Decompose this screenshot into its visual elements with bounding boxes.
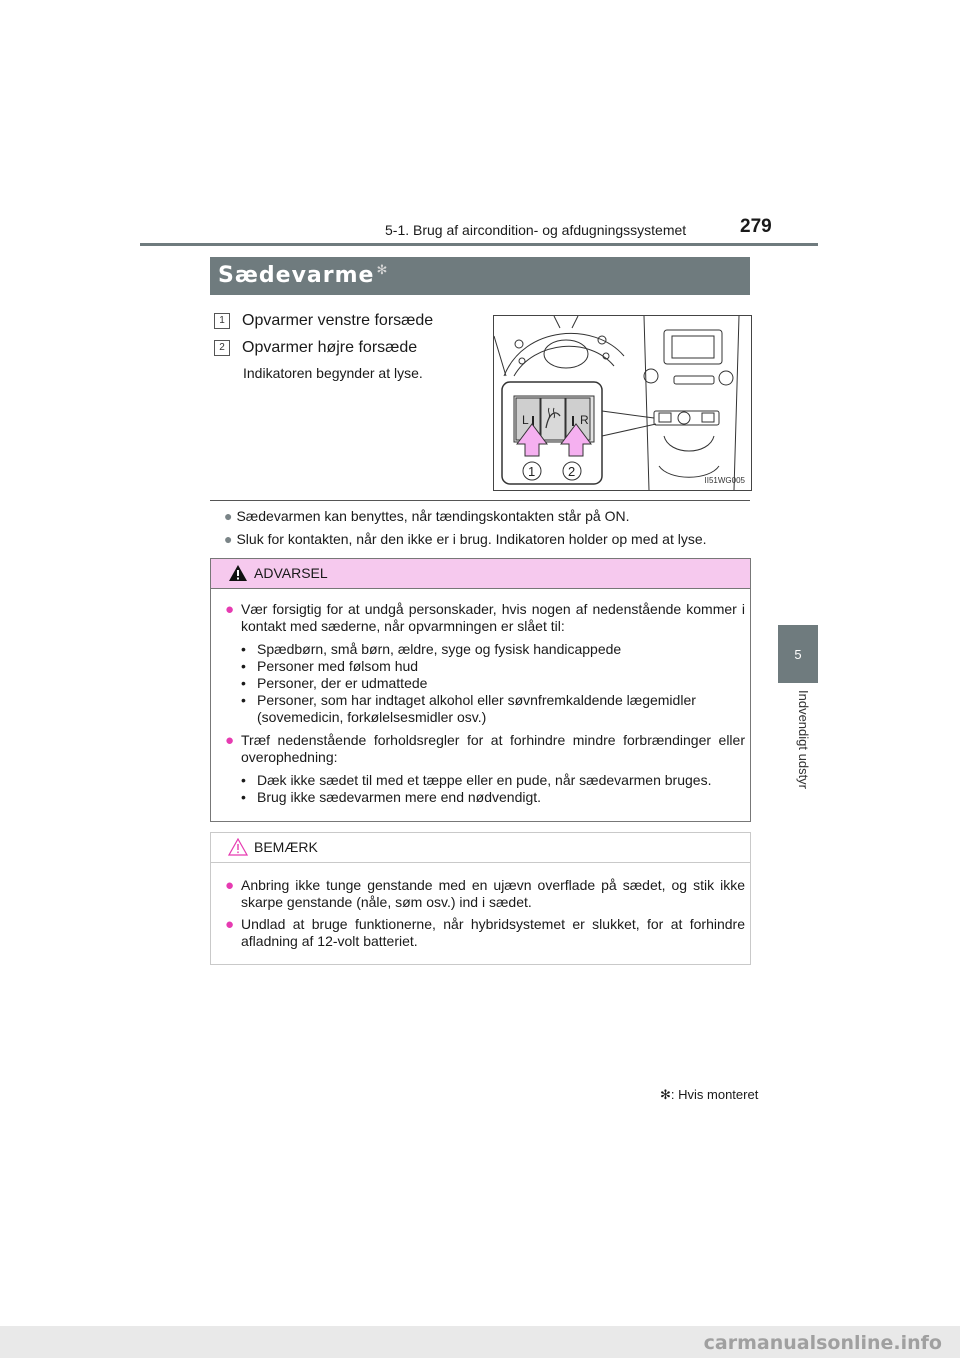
watermark-text: carmanualsonline.info <box>703 1332 942 1354</box>
warning-paragraph-2: ● Træf nedenstående forholdsregler for at forhindre mindre forbrændinger eller overophedning: • Dæk ikke sædet til med et tæppe eller en pude, når sædevarmen bruges. • Brug ikke sædevarmen mere end nødvendigt. <box>225 732 745 805</box>
page-number: 279 <box>740 216 772 237</box>
callout-1: 1 <box>528 464 536 479</box>
section-title <box>218 263 388 288</box>
bullet-dot: ● <box>225 916 235 933</box>
notice-text-2: Undlad at bruge funktionerne, når hybridsystemet er slukket, for at forhindre afladning af 12-volt batteriet. <box>241 916 745 949</box>
footnote-text: : Hvis monteret <box>670 1087 759 1102</box>
warning-subitem: Personer, der er udmattede <box>257 675 428 691</box>
warning-paragraph-1: ● Vær forsigtig for at undgå personskader, hvis nogen af nedenstående kommer i kontakt med sæderne, når opvarmningen er slået til: • Spædbørn, små børn, ældre, syge og fysisk handicappede • Personer med følsom hud • Personer, der er udmattede • Personer, som har indtaget alkohol eller søvnfremkaldende lægemidler (sovemedicin, forkølelsesmidler osv.) <box>225 601 745 725</box>
warning-text-2: Træf nedenstående forholdsregler for at forhindre mindre forbrændinger eller overophedning: <box>241 732 745 765</box>
section-title-text: Sædevarme <box>218 263 375 288</box>
watermark-bar <box>0 1326 960 1358</box>
warning-header <box>211 559 750 589</box>
notice-box <box>210 832 751 965</box>
warning-title: ADVARSEL <box>254 565 328 581</box>
notice-item-2 <box>225 916 745 950</box>
warning-subitem: Brug ikke sædevarmen mere end nødvendigt. <box>257 789 542 805</box>
warning-subitem: Personer, som har indtaget alkohol eller søvnfremkaldende lægemidler (sovemedicin, forkølelsesmidler osv.) <box>257 692 696 725</box>
warning-subitem: Personer med følsom hud <box>257 658 419 674</box>
optional-equipment-mark: ✻ <box>376 263 389 278</box>
caution-triangle-icon <box>228 838 248 856</box>
item-right-seat-heater <box>214 339 417 357</box>
info-bullet-2 <box>224 531 707 547</box>
figure-code: II51WG005 <box>704 476 745 485</box>
indicator-note: Indikatoren begynder at lyse. <box>243 365 423 381</box>
bullet-dot: ● <box>225 877 235 894</box>
notice-header <box>211 833 750 863</box>
bullet-dot: ● <box>225 732 235 749</box>
warning-subitem: Dæk ikke sædet til med et tæppe eller en pude, når sædevarmen bruges. <box>257 772 712 788</box>
bullet-dot: ● <box>225 601 235 618</box>
item-number-2: 2 <box>214 340 230 356</box>
item-left-seat-heater <box>214 312 433 330</box>
item-label-2: Opvarmer højre forsæde <box>242 339 418 356</box>
section-title-bar <box>210 257 750 295</box>
bullet-dot: ● <box>224 508 233 524</box>
notice-title: BEMÆRK <box>254 839 318 855</box>
seat-heater-illustration <box>493 315 752 491</box>
chapter-title: 5-1. Brug af aircondition- og afdugningssystemet <box>385 222 687 238</box>
chapter-tab-label: Indvendigt udstyr <box>796 690 811 790</box>
item-number-1: 1 <box>214 313 230 329</box>
header-rule <box>140 243 818 246</box>
button-left-label: L <box>522 413 529 427</box>
warning-triangle-icon <box>228 564 248 582</box>
footnote <box>660 1087 758 1103</box>
info-text-1: Sædevarmen kan benyttes, når tændingskontakten står på ON. <box>236 508 630 524</box>
warning-subitem: Spædbørn, små børn, ældre, syge og fysisk handicappede <box>257 641 622 657</box>
footnote-mark: ✻ <box>660 1087 671 1102</box>
info-text-2: Sluk for kontakten, når den ikke er i brug. Indikatoren holder op med at lyse. <box>236 531 707 547</box>
warning-box <box>210 558 751 822</box>
dashboard-drawing <box>494 316 751 490</box>
callout-2: 2 <box>568 464 576 479</box>
chapter-tab: 5 <box>778 625 818 683</box>
info-bullet-1 <box>224 508 629 524</box>
item-label-1: Opvarmer venstre forsæde <box>242 312 434 329</box>
warning-text-1: Vær forsigtig for at undgå personskader, hvis nogen af nedenstående kommer i kontakt med sæderne, når opvarmningen er slået til: <box>241 601 745 634</box>
notice-text-1: Anbring ikke tunge genstande med en ujævn overflade på sædet, og stik ikke skarpe genstande (nåle, søm osv.) ind i sædet. <box>241 877 745 910</box>
section-divider <box>210 500 750 501</box>
notice-item-1 <box>225 877 745 911</box>
button-right-label: R <box>580 413 589 427</box>
bullet-dot: ● <box>224 531 233 547</box>
